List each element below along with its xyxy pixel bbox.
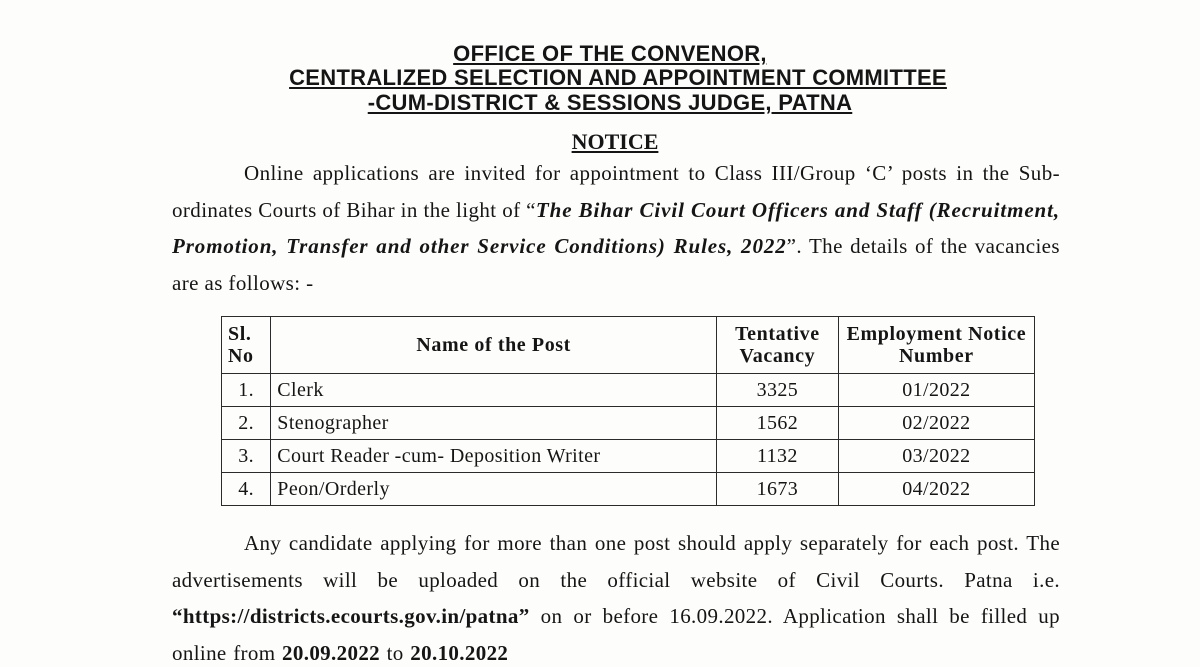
- vacancy-table: [221, 316, 1035, 506]
- row-post-name: Court Reader -cum- Deposition Writer: [271, 440, 717, 473]
- office-title-line2: CENTRALIZED SELECTION AND APPOINTMENT COMMITTEE: [289, 65, 947, 90]
- row-post-name: Peon/Orderly: [271, 473, 717, 506]
- row-notice-number: 04/2022: [838, 473, 1034, 506]
- row-post-name: Clerk: [271, 374, 717, 407]
- row-sl: 4.: [222, 473, 271, 506]
- intro-text-before: Online applications are invited for appointment to Class III/Group ‘C’ posts in the Sub-ordinates Courts of Bihar in the light of “: [172, 161, 1060, 222]
- table-row: [222, 407, 1035, 440]
- intro-text-after: ”. The details of the vacancies are as follows: -: [172, 234, 1060, 295]
- para2-text3: to: [380, 640, 411, 665]
- row-sl: 3.: [222, 440, 271, 473]
- table-row: [222, 473, 1035, 506]
- row-vacancy: 1562: [717, 407, 839, 440]
- rules-name: The Bihar Civil Court Officers and Staff (Recruitment, Promotion, Transfer and other Service Conditions) Rules, 2022: [172, 197, 1061, 258]
- header-employment-notice-number: Employment Notice Number: [838, 317, 1034, 374]
- para2-text1: Any candidate applying for more than one post should apply separately for each post. The advertisements will be uploaded on the official website of Civil Courts. Patna i.e.: [172, 531, 1060, 592]
- header-tentative-vacancy: Tentative Vacancy: [717, 317, 839, 374]
- header-post-name: Name of the Post: [271, 317, 717, 374]
- row-vacancy: 1132: [717, 440, 839, 473]
- notice-heading: NOTICE: [571, 129, 659, 154]
- intro-paragraph: [172, 155, 1060, 301]
- row-notice-number: 01/2022: [838, 374, 1034, 407]
- table-row: [222, 374, 1035, 407]
- row-vacancy: 1673: [717, 473, 839, 506]
- row-post-name: Stenographer: [271, 407, 717, 440]
- row-notice-number: 03/2022: [838, 440, 1034, 473]
- website-link[interactable]: “https://districts.ecourts.gov.in/patna”: [172, 604, 530, 628]
- start-date: 20.09.2022: [282, 640, 381, 665]
- row-notice-number: 02/2022: [838, 407, 1034, 440]
- end-date: 20.10.2022: [410, 640, 509, 665]
- row-vacancy: 3325: [717, 374, 839, 407]
- row-sl: 1.: [222, 374, 271, 407]
- application-paragraph: [172, 525, 1060, 667]
- table-header-row: [222, 317, 1035, 374]
- row-sl: 2.: [222, 407, 271, 440]
- para2-text2: on or before 16.09.2022. Application shall be filled up online from: [172, 604, 1060, 665]
- header-sl-no: Sl. No: [222, 317, 271, 374]
- office-title-line3: -CUM-DISTRICT & SESSIONS JUDGE, PATNA: [367, 90, 853, 115]
- table-row: [222, 440, 1035, 473]
- office-title-line1: OFFICE OF THE CONVENOR,: [453, 41, 767, 66]
